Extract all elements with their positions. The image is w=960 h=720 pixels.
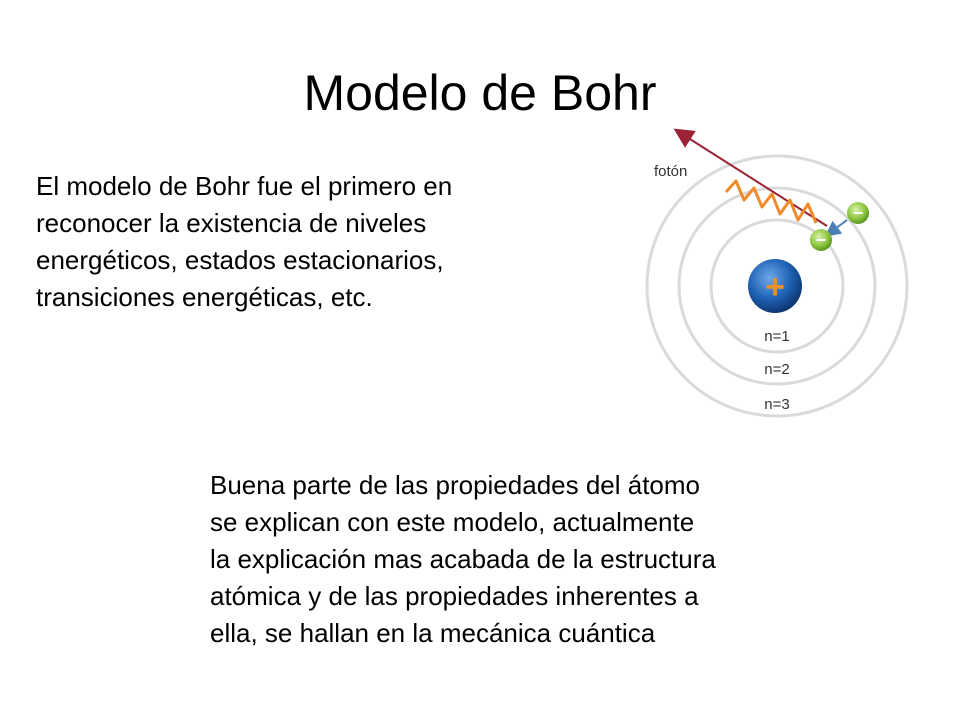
intro-line: energéticos, estados estacionarios, (36, 245, 444, 275)
explanation-line: ella, se hallan en la mecánica cuántica (210, 618, 656, 648)
explanation-line: Buena parte de las propiedades del átomo (210, 470, 701, 500)
nucleus-plus-icon: + (765, 268, 785, 306)
electron-minus-icon: − (815, 230, 827, 250)
explanation-paragraph (210, 467, 900, 652)
orbit-label-n2: n=2 (764, 361, 790, 378)
electron-inner (810, 229, 832, 251)
electron-minus-icon: − (852, 203, 864, 223)
intro-line: reconocer la existencia de niveles (36, 208, 427, 238)
explanation-line: se explican con este modelo, actualmente (210, 507, 695, 537)
photon-label: fotón (654, 163, 688, 180)
electron-outer (847, 202, 869, 224)
bohr-atom-diagram (620, 128, 950, 428)
orbit-label-n3: n=3 (764, 396, 790, 413)
bohr-atom-svg (620, 128, 950, 428)
intro-line: transiciones energéticas, etc. (36, 282, 373, 312)
explanation-line: atómica y de las propiedades inherentes a (210, 581, 699, 611)
slide-title: Modelo de Bohr (303, 65, 657, 121)
explanation-line: la explicación mas acabada de la estructura (210, 544, 716, 574)
intro-line: El modelo de Bohr fue el primero en (36, 171, 453, 201)
transition-arrow (831, 220, 847, 232)
orbit-label-n1: n=1 (764, 328, 790, 345)
intro-paragraph (36, 168, 596, 316)
